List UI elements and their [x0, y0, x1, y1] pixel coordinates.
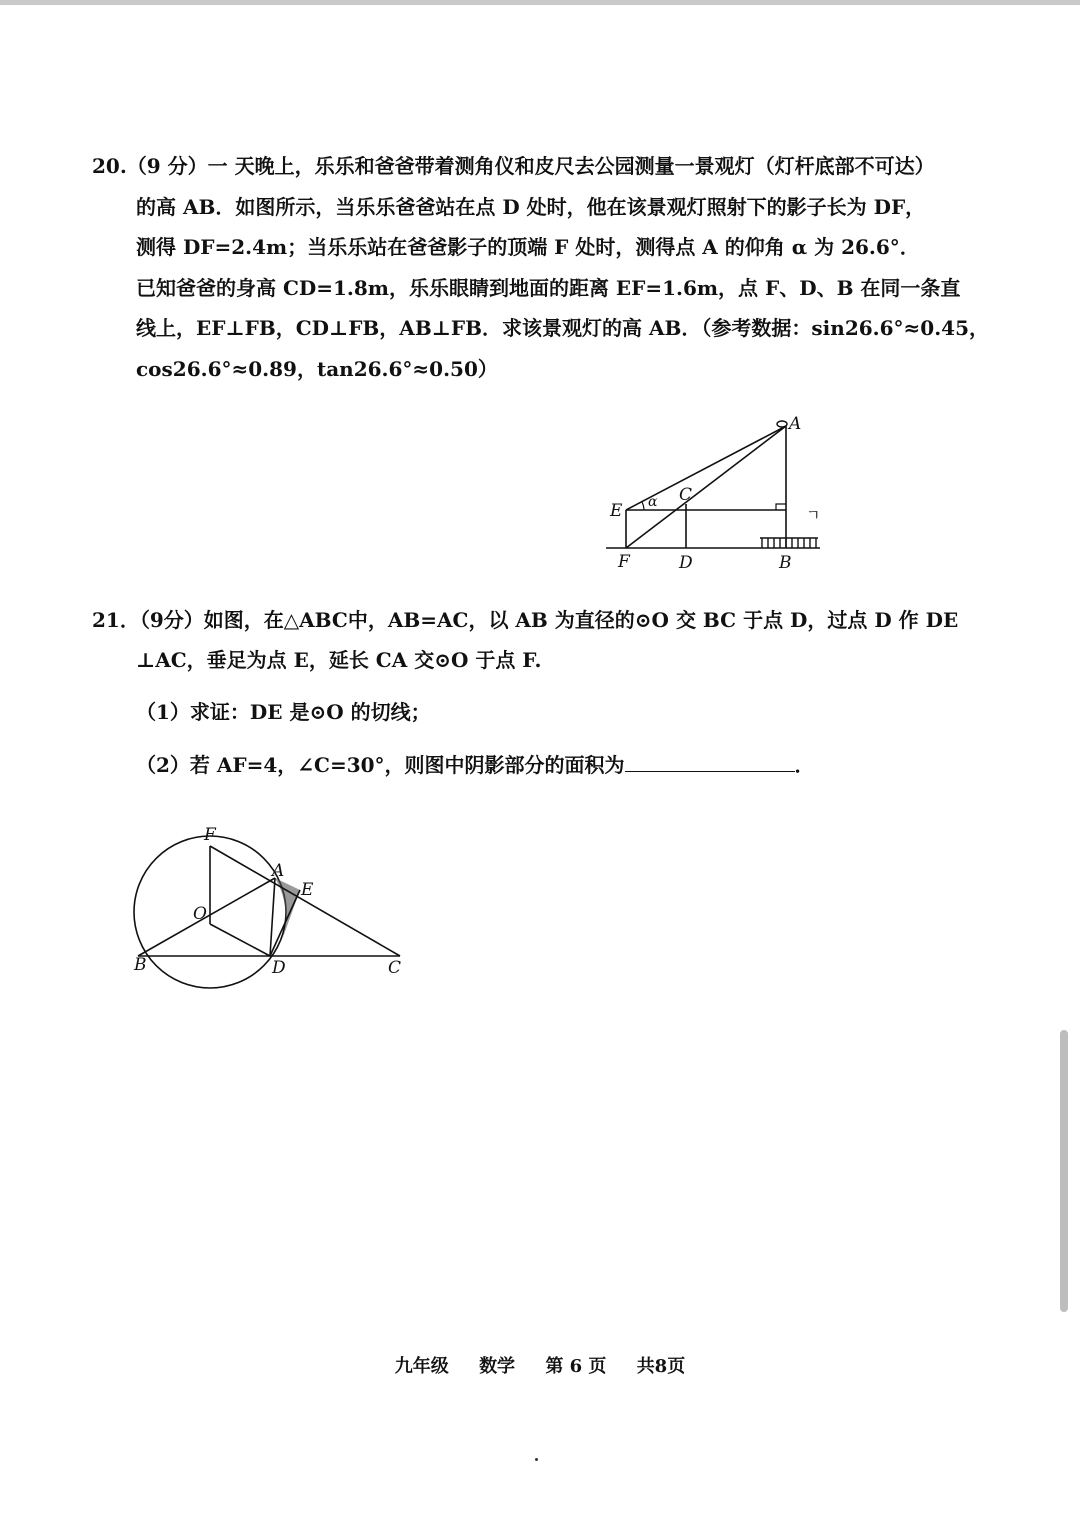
q21-part-2-end: ． [794, 753, 815, 777]
q21-part-2-text: （2）若 AF=4，∠C=30°，则图中阴影部分的面积为 [136, 753, 625, 777]
footer-page: 第 6 页 [545, 1356, 607, 1377]
question-21 [92, 600, 972, 778]
q20-label-side: ㄱ [806, 506, 821, 524]
footer-total: 共8页 [636, 1356, 686, 1377]
q20-label-F: F [618, 552, 630, 572]
q20-line-6: cos26.6°≈0.89，tan26.6°≈0.50） [136, 356, 498, 381]
q21-part-1: （1）求证：DE 是⊙O 的切线； [136, 700, 431, 724]
question-20 [92, 146, 989, 389]
page-footer [0, 1352, 1080, 1378]
page-dot [535, 1458, 538, 1461]
q21-line-2: ⊥AC，垂足为点 E，延长 CA 交⊙O 于点 F. [136, 648, 542, 672]
q20-label-C: C [679, 485, 693, 505]
top-bar [0, 0, 1080, 5]
q21-label-B: B [134, 955, 147, 975]
q21-line-1: 21．（9分）如图，在△ABC中，AB=AC，以 AB 为直径的⊙O 交 BC 于点 D，过点 D 作 DE [92, 608, 959, 632]
footer-grade: 九年级 [394, 1356, 449, 1377]
q20-line-4: 已知爸爸的身高 CD=1.8m，乐乐眼睛到地面的距离 EF=1.6m，点 F、D、B 在同一条直 [136, 275, 961, 300]
q21-label-F: F [204, 825, 216, 845]
scrollbar-thumb[interactable] [1060, 1030, 1068, 1312]
q20-label-D: D [679, 553, 693, 573]
q21-label-A: A [272, 861, 285, 881]
q21-figure [120, 820, 420, 1000]
q21-label-O: O [193, 904, 207, 924]
q20-label-B: B [779, 553, 792, 573]
q20-label-E: E [610, 501, 623, 521]
answer-blank [625, 751, 795, 772]
q20-label-alpha: α [648, 494, 658, 510]
q21-label-C: C [388, 958, 402, 978]
footer-subject: 数学 [479, 1356, 516, 1377]
q20-figure [600, 410, 840, 575]
q21-label-E: E [301, 880, 314, 900]
q20-label-A: A [789, 414, 802, 434]
q20-line-3: 测得 DF=2.4m；当乐乐站在爸爸影子的顶端 F 处时，测得点 A 的仰角 α 为 26.6°． [136, 235, 920, 259]
q21-part-2 [92, 749, 972, 778]
q21-label-D: D [272, 958, 286, 978]
q20-line-2: 的高 AB．如图所示，当乐乐爸爸站在点 D 处时，他在该景观灯照射下的影子长为 DF， [136, 194, 926, 219]
q20-line-1: 20.（9 分）一 天晚上，乐乐和爸爸带着测角仪和皮尺去公园测量一景观灯（灯杆底部不可达） [92, 154, 935, 178]
q20-line-5: 线上，EF⊥FB，CD⊥FB，AB⊥FB．求该景观灯的高 AB．（参考数据：sin26.6°≈0.45， [136, 316, 989, 340]
